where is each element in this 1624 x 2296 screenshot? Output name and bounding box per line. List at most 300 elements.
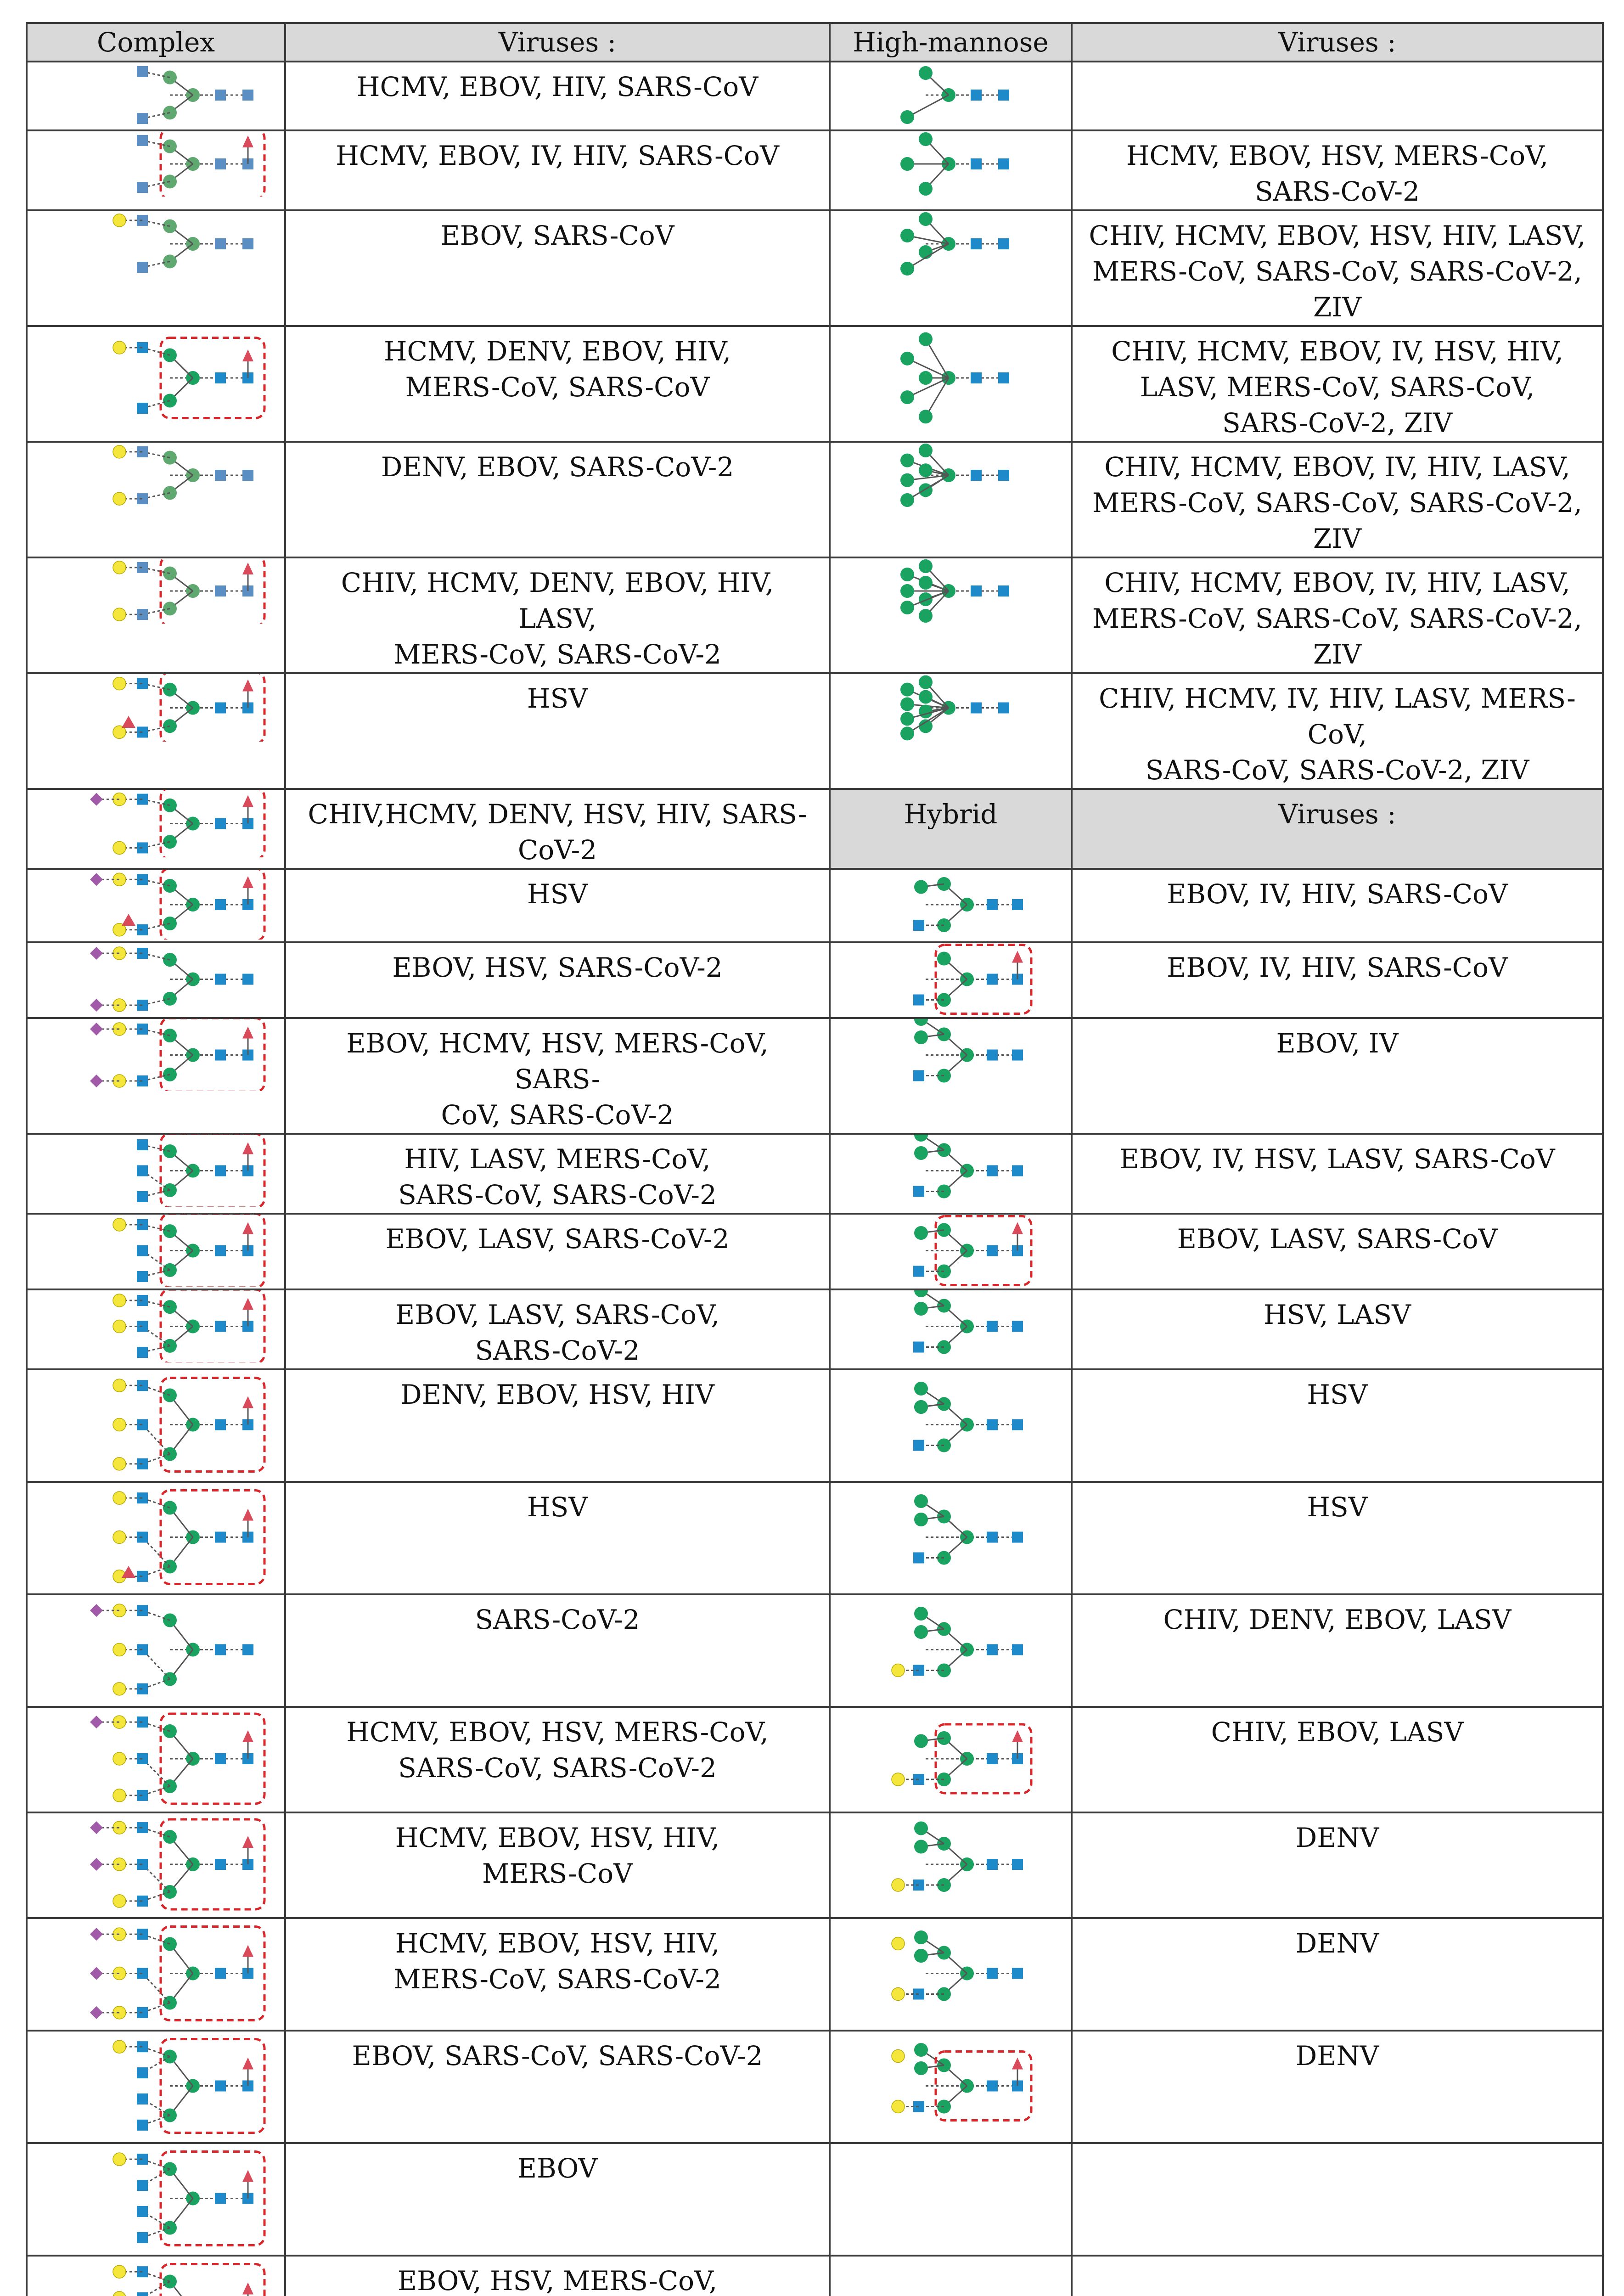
glcnac-icon [987,899,998,910]
glycan-structure [32,1370,280,1479]
galactose-icon [113,561,126,574]
glycan-structure [32,211,280,276]
high-mannose-glycan-cell [830,130,1072,210]
fucose-icon [242,1298,253,1310]
fucose-icon [242,1222,253,1234]
glycan-structure [834,1708,1068,1810]
mannose-icon [163,254,177,268]
complex-glycan-cell [27,130,285,210]
fucose-icon [242,1142,253,1154]
mannose-icon [914,1625,928,1639]
glcnac-icon [1012,899,1023,910]
empty-cell [830,2143,1072,2256]
hybrid-glycan-cell [830,1812,1072,1918]
mannose-icon [900,683,914,697]
mannose-icon [900,601,914,614]
mannose-icon [914,1949,928,1963]
table-row [27,1134,1603,1214]
fucose-icon [242,795,253,807]
virus-list [1072,62,1603,130]
virus-list: CHIV, HCMV, EBOV, IV, HIV, LASV, MERS-CoV, SARS-CoV, SARS-CoV-2, ZIV [1072,557,1603,673]
glycan-structure [834,62,1068,128]
table-row [27,1018,1603,1134]
glcnac-icon [137,2067,148,2078]
mannose-icon [914,1226,928,1240]
table-row [27,1214,1603,1289]
glcnac-icon [913,1553,924,1564]
glycan-structure [32,2032,280,2140]
table-row [27,326,1603,442]
sialic-acid-icon [90,947,103,960]
glcnac-icon [987,1968,998,1979]
virus-list: CHIV,HCMV, DENV, HSV, HIV, SARS- CoV-2 [285,789,830,869]
virus-list: DENV, EBOV, SARS-CoV-2 [285,442,830,557]
glcnac-icon [215,158,226,169]
mannose-icon [900,698,914,711]
mannose-icon [163,1224,177,1238]
mannose-icon [914,1400,928,1414]
mannose-icon [919,444,933,457]
virus-list: HCMV, EBOV, HSV, HIV, MERS-CoV, SARS-CoV-2 [285,1918,830,2031]
mannose-icon [919,690,933,704]
mannose-icon [919,371,933,385]
mannose-icon [900,726,914,740]
glycan-structure [32,1595,280,1704]
header-row [27,23,1603,62]
fucose-icon [242,876,253,888]
glcnac-icon [137,1347,148,1358]
glycan-structure [834,943,1068,1015]
glycan-structure [32,1019,280,1091]
glcnac-icon [913,1070,924,1081]
glcnac-icon [137,135,148,146]
mannose-icon [163,1614,177,1627]
glycan-structure [834,1370,1068,1479]
mannose-icon [919,559,933,573]
glcnac-icon [215,818,226,829]
glcnac-icon [971,90,982,101]
mannose-icon [914,1494,928,1508]
galactose-icon [113,677,126,690]
glcnac-icon [971,470,982,481]
glcnac-icon [971,238,982,249]
galactose-icon [113,1683,126,1695]
complex-glycan-cell [27,1707,285,1812]
glcnac-icon [242,974,253,985]
glycan-structure [834,1290,1068,1362]
glycan-structure [834,1215,1068,1287]
glycan-structure [834,1135,1068,1207]
table-row [27,1482,1603,1594]
glcnac-icon [1012,1321,1023,1332]
glcnac-icon [215,1968,226,1979]
glcnac-icon [998,372,1009,383]
virus-list: EBOV, IV, HSV, LASV, SARS-CoV [1072,1134,1603,1214]
mannose-icon [900,493,914,507]
virus-list: EBOV, HCMV, HSV, MERS-CoV, SARS- CoV, SARS-CoV-2 [285,1018,830,1134]
glcnac-icon [987,1859,998,1870]
glcnac-icon [137,2120,148,2131]
empty-cell [1072,2143,1603,2256]
glycan-structure [32,1483,280,1592]
glcnac-icon [137,2232,148,2243]
fucose-icon [242,135,253,147]
mannose-icon [919,212,933,226]
glycan-structure [834,1595,1068,1704]
glcnac-icon [242,470,253,481]
mannose-icon [900,473,914,487]
galactose-icon [892,2100,905,2113]
table-row [27,869,1603,942]
branch-link [907,95,949,117]
glycan-virus-table [26,22,1604,2296]
fucose-icon [242,2283,253,2295]
fucose-icon [122,914,135,926]
complex-glycan-cell [27,557,285,673]
virus-list: CHIV, DENV, EBOV, LASV [1072,1594,1603,1707]
fucose-icon [1012,951,1023,963]
glcnac-icon [215,1245,226,1256]
galactose-icon [113,1218,126,1231]
glcnac-icon [998,585,1009,597]
virus-list: DENV [1072,1918,1603,2031]
galactose-icon [113,841,126,854]
galactose-icon [113,608,126,621]
fucose-icon [242,1396,253,1408]
virus-list: SARS-CoV-2 [285,1594,830,1707]
virus-list: EBOV, LASV, SARS-CoV, SARS-CoV-2 [285,1289,830,1369]
sialic-acid-icon [90,1604,103,1617]
sialic-acid-icon [90,1023,103,1035]
glcnac-icon [913,1186,924,1197]
table-row [27,673,1603,789]
complex-glycan-cell [27,326,285,442]
fucose-icon [242,1836,253,1848]
glcnac-icon [987,1532,998,1543]
mannose-icon [914,880,928,894]
glycan-structure [32,1135,280,1207]
virus-list: DENV, EBOV, HSV, HIV [285,1369,830,1482]
complex-glycan-cell [27,1918,285,2031]
virus-list: EBOV, HSV, SARS-CoV-2 [285,942,830,1018]
glycan-structure [834,1483,1068,1592]
complex-glycan-cell [27,673,285,789]
glcnac-icon [137,403,148,414]
glcnac-icon [998,470,1009,481]
fucose-icon [1012,1222,1023,1234]
virus-list: HCMV, EBOV, HSV, HIV, MERS-CoV [285,1812,830,1918]
glycan-structure [32,674,280,742]
glcnac-icon [215,1532,226,1543]
complex-glycan-cell [27,869,285,942]
galactose-icon [113,1643,126,1656]
galactose-icon [113,1895,126,1908]
mannose-icon [163,219,177,233]
mannose-icon [163,71,177,84]
glycan-structure [834,1813,1068,1915]
mannose-icon [914,1019,928,1026]
glcnac-icon [987,1050,998,1061]
fucose-icon [242,1509,253,1521]
virus-list: EBOV, IV, HIV, SARS-CoV [1072,869,1603,942]
hybrid-glycan-cell [830,1369,1072,1482]
hybrid-glycan-cell [830,1289,1072,1369]
glcnac-icon [242,1644,253,1655]
glycan-structure [834,870,1068,940]
table-row [27,1918,1603,2031]
glycan-structure [834,2032,1068,2140]
mannose-icon [914,1930,928,1944]
glycan-structure [834,327,1068,429]
sialic-acid-icon [90,1858,103,1871]
virus-list: CHIV, HCMV, EBOV, IV, HIV, LASV, MERS-CoV, SARS-CoV, SARS-CoV-2, ZIV [1072,442,1603,557]
glycan-structure [834,211,1068,276]
glcnac-icon [987,2081,998,2092]
virus-list: CHIV, EBOV, LASV [1072,1707,1603,1812]
mannose-icon [900,352,914,366]
glycan-structure [834,1919,1068,2028]
galactose-icon [113,341,126,354]
glcnac-icon [137,2093,148,2105]
galactose-icon [113,1458,126,1470]
virus-list: DENV [1072,1812,1603,1918]
table-row [27,789,1603,869]
mannose-icon [914,1822,928,1835]
table-row [27,1812,1603,1918]
glcnac-icon [215,238,226,249]
complex-glycan-cell [27,62,285,130]
hybrid-glycan-cell [830,1594,1072,1707]
mannose-icon [163,799,177,812]
mannose-icon [163,486,177,500]
glcnac-icon [137,1271,148,1282]
glycan-structure [32,1919,280,2028]
glcnac-icon [215,2193,226,2204]
galactose-icon [113,1320,126,1333]
glcnac-icon [913,1266,924,1277]
mannose-icon [163,1830,177,1844]
glcnac-icon [215,1859,226,1870]
virus-list: HCMV, EBOV, HSV, MERS-CoV, SARS-CoV, SARS-CoV-2 [285,1707,830,1812]
glcnac-icon [215,90,226,101]
mannose-icon [914,1382,928,1396]
complex-glycan-cell [27,442,285,557]
complex-glycan-cell [27,1812,285,1918]
galactose-icon [892,1664,905,1677]
sialic-acid-icon [90,1075,103,1087]
galactose-icon [113,1789,126,1802]
galactose-icon [892,1879,905,1891]
mannose-icon [163,1068,177,1081]
glcnac-icon [137,2292,148,2296]
mannose-icon [163,1144,177,1158]
table-row [27,2031,1603,2143]
high-mannose-glycan-cell [830,442,1072,557]
mannose-icon [919,132,933,146]
galactose-icon [113,214,126,227]
mannose-icon [919,576,933,590]
glcnac-icon [137,2206,148,2217]
glcnac-icon [137,182,148,193]
mannose-icon [163,567,177,580]
glcnac-icon [215,974,226,985]
mannose-icon [163,992,177,1006]
empty-cell [1072,2256,1603,2296]
virus-list: EBOV, IV, HIV, SARS-CoV [1072,942,1603,1018]
sialic-acid-icon [90,1716,103,1728]
mannose-icon [900,110,914,124]
mannose-icon [937,952,951,966]
sialic-acid-icon [90,1928,103,1941]
glcnac-icon [1012,1968,1023,1979]
glcnac-icon [1012,1532,1023,1543]
table-row [27,210,1603,326]
mannose-icon [914,2043,928,2057]
complex-glycan-cell [27,942,285,1018]
mannose-icon [900,157,914,171]
virus-list: HSV [285,869,830,942]
glycan-structure [32,1290,280,1362]
hybrid-glycan-cell [830,2031,1072,2143]
glcnac-icon [215,1419,226,1430]
fucose-icon [1012,1730,1023,1742]
high-mannose-glycan-cell [830,557,1072,673]
galactose-icon [113,1491,126,1504]
glcnac-icon [242,90,253,101]
virus-list: CHIV, HCMV, IV, HIV, LASV, MERS-CoV, SARS-CoV, SARS-CoV-2, ZIV [1072,673,1603,789]
virus-list: EBOV, SARS-CoV, SARS-CoV-2 [285,2031,830,2143]
glcnac-icon [987,974,998,985]
glcnac-icon [137,1165,148,1176]
virus-list: HSV [1072,1482,1603,1594]
virus-list: HCMV, EBOV, IV, HIV, SARS-CoV [285,130,830,210]
mannose-icon [163,1029,177,1042]
complex-glycan-cell [27,1134,285,1214]
mannose-icon [900,390,914,404]
glcnac-icon [971,158,982,169]
complex-glycan-cell [27,1289,285,1369]
complex-glycan-cell [27,2256,285,2296]
hybrid-glycan-cell [830,869,1072,942]
galactose-icon [113,1379,126,1392]
mannose-icon [919,332,933,346]
glcnac-icon [137,1191,148,1202]
glycan-structure [834,443,1068,508]
table-row [27,1369,1603,1482]
mannose-icon [919,704,933,718]
glcnac-icon [215,2081,226,2092]
galactose-icon [113,1294,126,1307]
header-complex: Complex [27,23,285,62]
fucose-icon [242,1027,253,1039]
fucose-icon [242,563,253,574]
glcnac-icon [913,920,924,931]
high-mannose-glycan-cell [830,210,1072,326]
fucose-icon [1012,2058,1023,2070]
glcnac-icon [215,1165,226,1176]
mannose-icon [163,683,177,697]
virus-list: HSV [285,1482,830,1594]
mannose-icon [163,602,177,615]
mannose-icon [900,229,914,242]
glcnac-icon [987,1321,998,1332]
complex-glycan-cell [27,1018,285,1134]
galactose-icon [892,1773,905,1786]
complex-glycan-cell [27,1482,285,1594]
hybrid-glycan-cell [830,1214,1072,1289]
glcnac-icon [242,238,253,249]
glcnac-icon [1012,1644,1023,1655]
fucose-icon [242,2170,253,2182]
mannose-icon [914,1135,928,1142]
fucose-icon [242,349,253,361]
galactose-icon [892,1988,905,2001]
mannose-icon [900,454,914,467]
sialic-acid-icon [90,2006,103,2019]
glcnac-icon [215,585,226,597]
fucose-icon [242,1730,253,1742]
mannose-icon [900,262,914,276]
glcnac-icon [215,1644,226,1655]
glcnac-icon [1012,1050,1023,1061]
header-viruses-2: Viruses : [1072,23,1603,62]
galactose-icon [113,2265,126,2278]
high-mannose-glycan-cell [830,326,1072,442]
mannose-icon [919,592,933,606]
mannose-icon [914,1840,928,1854]
galactose-icon [113,1752,126,1765]
fucose-icon [242,2058,253,2070]
mannose-icon [919,66,933,80]
sialic-acid-icon [90,999,103,1012]
empty-cell [830,2256,1072,2296]
glycan-structure [834,558,1068,624]
glycan-structure [32,131,280,197]
virus-list: HSV [285,673,830,789]
glcnac-icon [987,1419,998,1430]
glcnac-icon [987,1245,998,1256]
fucose-icon [242,1945,253,1957]
mannose-icon [163,1389,177,1402]
complex-glycan-cell [27,1214,285,1289]
hybrid-glycan-cell [830,1707,1072,1812]
virus-list: HSV [1072,1369,1603,1482]
glycan-structure [32,943,280,1015]
glcnac-icon [215,1050,226,1061]
virus-list: EBOV, LASV, SARS-CoV [1072,1214,1603,1289]
galactose-icon [113,492,126,505]
hybrid-glycan-cell [830,1918,1072,2031]
hybrid-glycan-cell [830,1134,1072,1214]
glcnac-icon [987,1644,998,1655]
sialic-acid-icon [90,793,103,806]
glcnac-icon [998,703,1009,714]
virus-list: CHIV, HCMV, EBOV, HSV, HIV, LASV, MERS-CoV, SARS-CoV, SARS-CoV-2, ZIV [1072,210,1603,326]
hybrid-glycan-cell [830,1482,1072,1594]
mannose-icon [919,410,933,423]
complex-glycan-cell [27,1369,285,1482]
glycan-structure [32,558,280,624]
complex-glycan-cell [27,2031,285,2143]
table-row [27,62,1603,130]
mannose-icon [914,1513,928,1526]
glycan-structure [834,131,1068,197]
glycan-structure [32,870,280,940]
glcnac-icon [137,2180,148,2191]
glcnac-icon [215,1321,226,1332]
mannose-icon [900,584,914,598]
table-row [27,1289,1603,1369]
